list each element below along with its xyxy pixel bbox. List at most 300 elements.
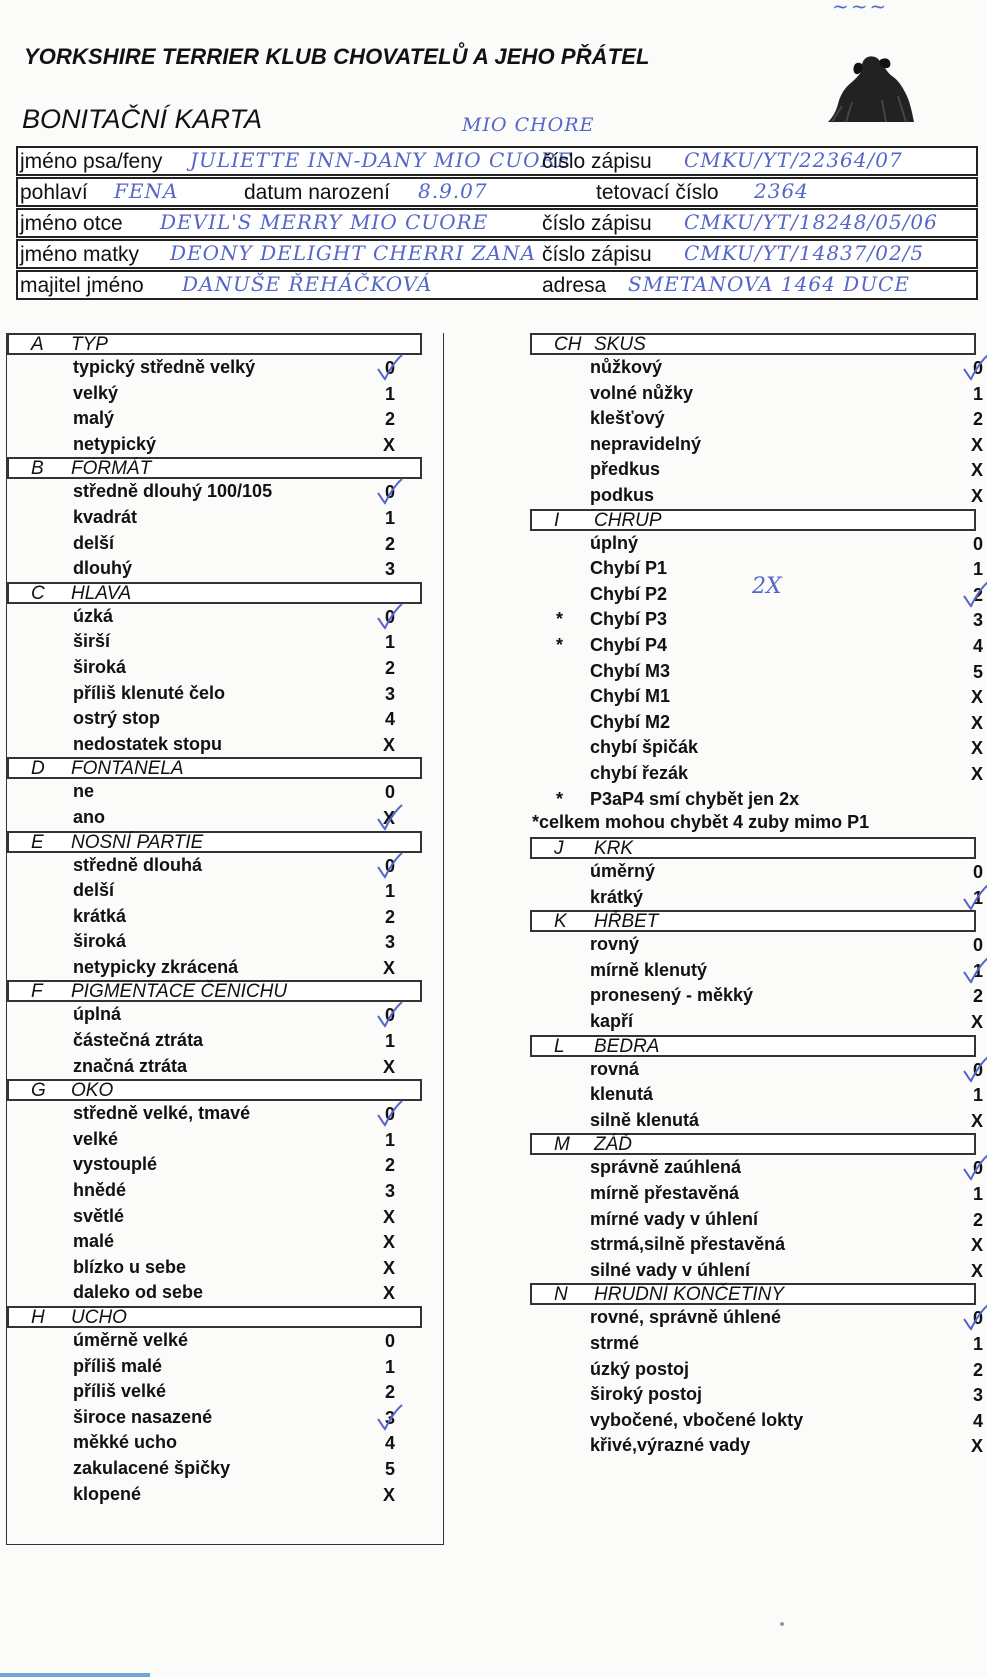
criteria-option[interactable] — [7, 904, 443, 930]
criteria-option[interactable] — [530, 1408, 983, 1434]
option-label: malý — [73, 408, 115, 429]
option-label: Chybí P4 — [590, 634, 668, 655]
option-label: široký postoj — [590, 1384, 703, 1405]
criteria-option[interactable] — [7, 655, 443, 681]
option-label: příliš malé — [73, 1355, 163, 1376]
check-mark-icon — [375, 1000, 403, 1028]
criteria-option[interactable] — [7, 805, 443, 831]
criteria-option[interactable] — [530, 1331, 983, 1357]
option-label: širší — [73, 631, 111, 652]
option-label: strmé — [590, 1333, 640, 1353]
option-label: netypicky zkrácená — [73, 956, 239, 977]
criteria-option[interactable] — [530, 885, 983, 911]
option-score: X — [970, 1436, 983, 1457]
yorkshire-terrier-logo — [822, 52, 920, 124]
option-label: Chybí M3 — [590, 660, 671, 681]
section-letter: J — [554, 838, 564, 860]
option-score: X — [382, 1257, 395, 1278]
option-label: úměrně velké — [73, 1330, 189, 1350]
option-score: X — [970, 485, 983, 506]
option-label: dlouhý — [73, 558, 132, 579]
option-label: rovný — [590, 934, 640, 955]
section-letter: C — [31, 582, 45, 604]
criteria-option[interactable] — [7, 1229, 443, 1255]
option-score: X — [382, 1484, 395, 1505]
option-score: 1 — [384, 383, 395, 404]
option-label: kapří — [590, 1011, 634, 1032]
section-name: TYP — [71, 334, 108, 355]
criteria-option[interactable] — [530, 983, 983, 1009]
scan-edge-strip — [0, 1673, 150, 1677]
option-score: 1 — [972, 1184, 983, 1205]
option-label: typický středně velký — [73, 357, 256, 377]
check-mark-icon — [961, 1303, 987, 1331]
option-label: široká — [73, 931, 127, 952]
sire-label: jméno otce — [20, 212, 123, 235]
section-name: FORMÁT — [71, 458, 152, 480]
option-label: úzký postoj — [590, 1358, 690, 1379]
criteria-option[interactable] — [530, 1057, 983, 1083]
criteria-option[interactable] — [7, 1405, 443, 1431]
option-label: blízko u sebe — [73, 1256, 187, 1277]
criteria-option[interactable] — [530, 633, 983, 659]
option-score: 2 — [384, 1382, 395, 1403]
option-score: 0 — [384, 606, 395, 627]
section-header-e — [7, 831, 422, 853]
section-letter: I — [554, 509, 560, 531]
owner-value[interactable]: DANUŠE ŘEHÁČKOVÁ — [182, 272, 433, 296]
option-label: správně zaúhlená — [590, 1157, 742, 1178]
section-header-ch — [530, 333, 976, 355]
option-label: Chybí M1 — [590, 686, 671, 707]
option-score: 0 — [384, 1331, 395, 1351]
option-score: 1 — [972, 887, 983, 908]
corner-scribble: ~~~ — [832, 0, 889, 18]
criteria-option[interactable] — [530, 607, 983, 633]
right-criteria-column — [530, 333, 983, 1459]
section-header-i — [530, 509, 976, 531]
section-name: UCHO — [71, 1307, 127, 1328]
sex-value[interactable]: FENA — [114, 179, 179, 203]
section-letter: D — [31, 758, 45, 780]
option-score: X — [382, 1056, 395, 1077]
option-label: světlé — [73, 1205, 125, 1226]
tattoo-value[interactable]: 2364 — [754, 179, 809, 203]
criteria-option[interactable] — [530, 1232, 983, 1258]
option-score: 1 — [384, 507, 395, 528]
section-letter: G — [31, 1080, 46, 1102]
option-score: 5 — [384, 1458, 395, 1479]
option-score: 5 — [972, 661, 983, 682]
option-score: 0 — [384, 782, 395, 803]
criteria-option[interactable] — [530, 684, 983, 710]
option-score: 0 — [972, 1158, 983, 1179]
option-score: 2 — [384, 1155, 395, 1176]
criteria-option[interactable] — [7, 955, 443, 981]
option-score: 0 — [384, 1005, 395, 1026]
criteria-option[interactable] — [530, 1181, 983, 1207]
section-name: NOSNÍ PARTIE — [71, 831, 204, 853]
option-score: 2 — [384, 409, 395, 430]
criteria-option[interactable] — [7, 1328, 443, 1354]
option-label: vystouplé — [73, 1154, 158, 1175]
criteria-option[interactable] — [7, 505, 443, 531]
option-score: X — [382, 1283, 395, 1304]
criteria-option[interactable] — [530, 710, 983, 736]
criteria-option[interactable] — [530, 659, 983, 685]
criteria-option[interactable] — [7, 1255, 443, 1281]
check-mark-icon — [375, 851, 403, 879]
option-label: středně dlouhý 100/105 — [73, 481, 273, 502]
criteria-option[interactable] — [530, 761, 983, 787]
address-value[interactable]: SMETANOVA 1464 DUCE — [628, 272, 910, 296]
section-header-a — [7, 333, 422, 355]
option-label: hnědé — [73, 1180, 127, 1201]
option-label: ostrý stop — [73, 708, 161, 729]
option-label: klešťový — [590, 408, 665, 429]
option-label: nedostatek stopu — [73, 733, 223, 754]
option-score: 0 — [972, 862, 983, 883]
criteria-option[interactable] — [7, 1127, 443, 1153]
option-asterisk: * — [556, 788, 564, 809]
option-label: mírné vady v úhlení — [590, 1208, 759, 1229]
section-header-b — [7, 457, 422, 479]
option-label: velký — [73, 382, 119, 403]
info-row-sire — [16, 208, 978, 238]
option-asterisk: * — [556, 634, 564, 655]
option-label: kvadrát — [73, 506, 138, 527]
criteria-option[interactable] — [530, 787, 976, 813]
option-label: rovná — [590, 1058, 640, 1079]
reg3-label: číslo zápisu — [542, 243, 652, 266]
option-score: 1 — [972, 960, 983, 981]
option-asterisk: * — [556, 609, 564, 630]
option-score: X — [970, 712, 983, 733]
criteria-option[interactable] — [7, 929, 443, 955]
reg1-value[interactable]: CMKU/YT/22364/07 — [684, 148, 903, 172]
sex-label: pohlaví — [20, 181, 88, 204]
option-label: mírně přestavěná — [590, 1183, 740, 1204]
criteria-option[interactable] — [7, 1482, 443, 1508]
info-row-sex — [16, 177, 978, 207]
section-letter: CH — [554, 334, 582, 355]
criteria-option[interactable] — [530, 1108, 983, 1134]
section-letter: B — [31, 458, 44, 480]
info-row-dam — [16, 239, 978, 269]
reg2-label: číslo zápisu — [542, 212, 652, 235]
option-score: 2 — [972, 986, 983, 1007]
criteria-option[interactable] — [7, 406, 443, 432]
option-label: Chybí P2 — [590, 583, 668, 604]
check-mark-icon — [375, 1403, 403, 1431]
criteria-option[interactable] — [530, 432, 983, 458]
reg3-value[interactable]: CMKU/YT/14837/02/5 — [684, 241, 925, 265]
option-label: krátká — [73, 905, 127, 926]
option-score: X — [382, 957, 395, 978]
option-label: chybí špičák — [590, 737, 699, 758]
option-label: Chybí M2 — [590, 711, 671, 732]
option-label: široká — [73, 656, 127, 677]
option-score: 3 — [972, 1385, 983, 1406]
option-label: ne — [73, 781, 95, 802]
option-score: X — [970, 434, 983, 455]
option-score: 3 — [384, 1407, 395, 1428]
sire-value[interactable]: DEVIL'S MERRY MIO CUORE — [160, 210, 489, 234]
option-score: 0 — [972, 358, 983, 378]
option-score: X — [382, 1206, 395, 1227]
option-label: úzká — [73, 605, 114, 626]
option-score: X — [970, 1260, 983, 1281]
section-name: PIGMENTACE ČENICHU — [71, 981, 288, 1003]
criteria-option[interactable] — [7, 604, 443, 630]
option-label: široce nasazené — [73, 1406, 213, 1427]
criteria-option[interactable] — [7, 681, 443, 707]
criteria-option[interactable] — [530, 1207, 983, 1233]
option-score: 3 — [384, 1181, 395, 1202]
option-score: X — [382, 734, 395, 755]
criteria-option[interactable] — [530, 1009, 983, 1035]
handwritten-note: MIO CHORE — [462, 114, 595, 136]
option-score: 0 — [972, 533, 983, 554]
option-label: delší — [73, 880, 115, 901]
section-name: HLAVA — [71, 582, 132, 604]
option-label: úplná — [73, 1004, 121, 1025]
criteria-option[interactable] — [7, 1430, 443, 1456]
option-label: příliš velké — [73, 1381, 167, 1402]
option-label: Chybí P3 — [590, 609, 668, 630]
section-letter: H — [31, 1307, 45, 1328]
criteria-option[interactable] — [530, 932, 983, 958]
option-score: X — [382, 807, 395, 828]
criteria-option[interactable] — [7, 1204, 443, 1230]
birth-value[interactable]: 8.9.07 — [418, 179, 488, 203]
criteria-option[interactable] — [7, 355, 443, 381]
section-name: ZÁĎ — [594, 1134, 632, 1156]
section-header-j — [530, 837, 976, 859]
criteria-option[interactable] — [530, 381, 983, 407]
criteria-option[interactable] — [530, 1082, 983, 1108]
check-mark-icon — [375, 803, 403, 831]
criteria-option[interactable] — [7, 1101, 443, 1127]
criteria-option[interactable] — [530, 735, 983, 761]
criteria-option[interactable] — [530, 406, 983, 432]
section-header-d — [7, 757, 422, 779]
option-score: 4 — [384, 1433, 395, 1454]
dog-name-value[interactable]: JULIETTE INN-DANY MIO CUORE — [190, 148, 573, 172]
option-score: 4 — [972, 1410, 983, 1431]
option-score: 1 — [384, 1356, 395, 1377]
option-label: úměrný — [590, 861, 656, 882]
criteria-option[interactable] — [7, 878, 443, 904]
option-label: krátký — [590, 886, 644, 907]
criteria-option[interactable] — [7, 1379, 443, 1405]
criteria-option[interactable] — [7, 1002, 443, 1028]
option-label: středně velké, tmavé — [73, 1103, 251, 1124]
option-label: klopené — [73, 1483, 142, 1504]
criteria-option[interactable] — [530, 355, 983, 381]
option-score: X — [970, 1012, 983, 1033]
option-score: 3 — [384, 683, 395, 704]
criteria-option[interactable] — [7, 1456, 443, 1482]
option-score: 2 — [384, 533, 395, 554]
section-header-l — [530, 1035, 976, 1057]
option-label: silně klenutá — [590, 1109, 700, 1130]
criteria-option[interactable] — [7, 706, 443, 732]
criteria-option[interactable] — [7, 1054, 443, 1080]
option-label: pronesený - měkký — [590, 985, 754, 1006]
criteria-option[interactable] — [530, 1155, 983, 1181]
teeth-handwritten-note: 2X — [752, 574, 782, 599]
dog-name-label: jméno psa/feny — [20, 150, 163, 173]
option-score: 2 — [384, 657, 395, 678]
criteria-option[interactable] — [530, 531, 983, 557]
option-label: měkké ucho — [73, 1432, 178, 1453]
check-mark-icon — [375, 353, 403, 381]
option-score: X — [970, 738, 983, 759]
option-label: nepravidelný — [590, 433, 702, 454]
option-label: ano — [73, 806, 106, 827]
option-score: 0 — [972, 935, 983, 956]
option-score: X — [970, 1110, 983, 1131]
check-mark-icon — [961, 883, 987, 911]
option-score: 1 — [972, 559, 983, 580]
option-score: X — [970, 763, 983, 784]
option-label: netypický — [73, 433, 157, 454]
option-label: křivé,výrazné vady — [590, 1435, 751, 1456]
criteria-option[interactable] — [530, 958, 983, 984]
criteria-option[interactable] — [530, 1305, 983, 1331]
option-score: 0 — [384, 358, 395, 378]
section-letter: F — [31, 981, 43, 1003]
option-label: mírně klenutý — [590, 959, 708, 980]
owner-label: majitel jméno — [20, 274, 144, 297]
option-score: 1 — [972, 1085, 983, 1106]
option-score: X — [382, 1232, 395, 1253]
criteria-option[interactable] — [7, 531, 443, 557]
option-score: 4 — [384, 709, 395, 730]
option-score: 2 — [384, 906, 395, 927]
criteria-option[interactable] — [7, 1280, 443, 1306]
section-letter: A — [31, 334, 44, 355]
section-header-f — [7, 980, 422, 1002]
section-name: HŘBET — [594, 911, 659, 933]
criteria-option[interactable] — [530, 1357, 983, 1383]
criteria-option[interactable] — [530, 457, 983, 483]
section-header-k — [530, 910, 976, 932]
check-mark-icon — [961, 353, 987, 381]
option-label: velké — [73, 1128, 119, 1149]
option-score: 0 — [972, 1308, 983, 1329]
criteria-option[interactable] — [7, 556, 443, 582]
option-score: 1 — [384, 881, 395, 902]
option-score: 1 — [972, 1334, 983, 1354]
option-label: klenutá — [590, 1084, 654, 1105]
paper-speck — [780, 1622, 784, 1626]
option-label: Chybí P1 — [590, 558, 668, 579]
option-label: částečná ztráta — [73, 1030, 204, 1051]
option-score: 3 — [384, 559, 395, 580]
option-score: X — [970, 687, 983, 708]
option-label: rovné, správně úhlené — [590, 1307, 782, 1328]
criteria-option[interactable] — [7, 381, 443, 407]
option-score: 2 — [972, 1359, 983, 1380]
criteria-option[interactable] — [7, 629, 443, 655]
criteria-option[interactable] — [530, 483, 983, 509]
option-score: X — [970, 1235, 983, 1256]
option-score: 1 — [384, 632, 395, 653]
reg1-label: číslo zápisu — [542, 150, 652, 173]
option-score: 0 — [972, 1059, 983, 1080]
left-criteria-column — [6, 333, 444, 1545]
option-score: 2 — [972, 1209, 983, 1230]
criteria-option[interactable] — [7, 779, 443, 805]
dog-info-table — [16, 146, 978, 301]
section-name: OKO — [71, 1080, 114, 1102]
option-label: úplný — [590, 532, 638, 553]
section-header-m — [530, 1133, 976, 1155]
option-score: 3 — [972, 610, 983, 631]
criteria-option[interactable] — [7, 1152, 443, 1178]
criteria-option[interactable] — [7, 1028, 443, 1054]
option-label: nůžkový — [590, 357, 663, 377]
criteria-option[interactable] — [7, 432, 443, 458]
criteria-option[interactable] — [7, 732, 443, 758]
option-label: středně dlouhá — [73, 854, 203, 875]
option-score: 0 — [384, 855, 395, 876]
section-letter: N — [554, 1284, 568, 1306]
check-mark-icon — [375, 602, 403, 630]
option-score: 3 — [384, 932, 395, 953]
criteria-option[interactable] — [7, 1354, 443, 1380]
info-row-owner — [16, 270, 978, 300]
option-score: 1 — [384, 1129, 395, 1150]
reg2-value[interactable]: CMKU/YT/18248/05/06 — [684, 210, 938, 234]
section-name: SKUS — [594, 334, 646, 355]
teeth-rule-note: *celkem mohou chybět 4 zuby mimo P1 — [532, 812, 870, 833]
criteria-option[interactable] — [530, 1258, 983, 1284]
address-label: adresa — [542, 274, 607, 297]
criteria-option[interactable] — [7, 479, 443, 505]
option-label: daleko od sebe — [73, 1282, 204, 1303]
criteria-option[interactable] — [530, 1382, 983, 1408]
check-mark-icon — [961, 1055, 987, 1083]
option-score: 2 — [972, 584, 983, 605]
section-header-g — [7, 1079, 422, 1101]
option-label: delší — [73, 532, 115, 553]
check-mark-icon — [375, 1099, 403, 1127]
section-name: KRK — [594, 838, 634, 860]
option-score: 4 — [972, 635, 983, 656]
criteria-option[interactable] — [7, 853, 443, 879]
criteria-option[interactable] — [7, 1178, 443, 1204]
option-label: příliš klenuté čelo — [73, 682, 226, 703]
option-score: X — [970, 460, 983, 481]
criteria-option[interactable] — [530, 1433, 983, 1459]
option-score: X — [382, 434, 395, 455]
section-name: BEDRA — [594, 1035, 660, 1057]
dam-value[interactable]: DEONY DELIGHT CHERRI ZANA — [170, 241, 537, 265]
option-label: předkus — [590, 459, 661, 480]
info-row-name — [16, 146, 978, 176]
option-label: P3aP4 smí chybět jen 2x — [590, 788, 800, 809]
section-letter: L — [554, 1035, 565, 1057]
section-letter: K — [554, 911, 567, 933]
section-header-h — [7, 1306, 422, 1328]
option-label: malé — [73, 1231, 115, 1252]
criteria-option[interactable] — [530, 859, 983, 885]
section-name: FONTANELA — [71, 758, 184, 780]
section-name: CHRUP — [594, 509, 662, 531]
